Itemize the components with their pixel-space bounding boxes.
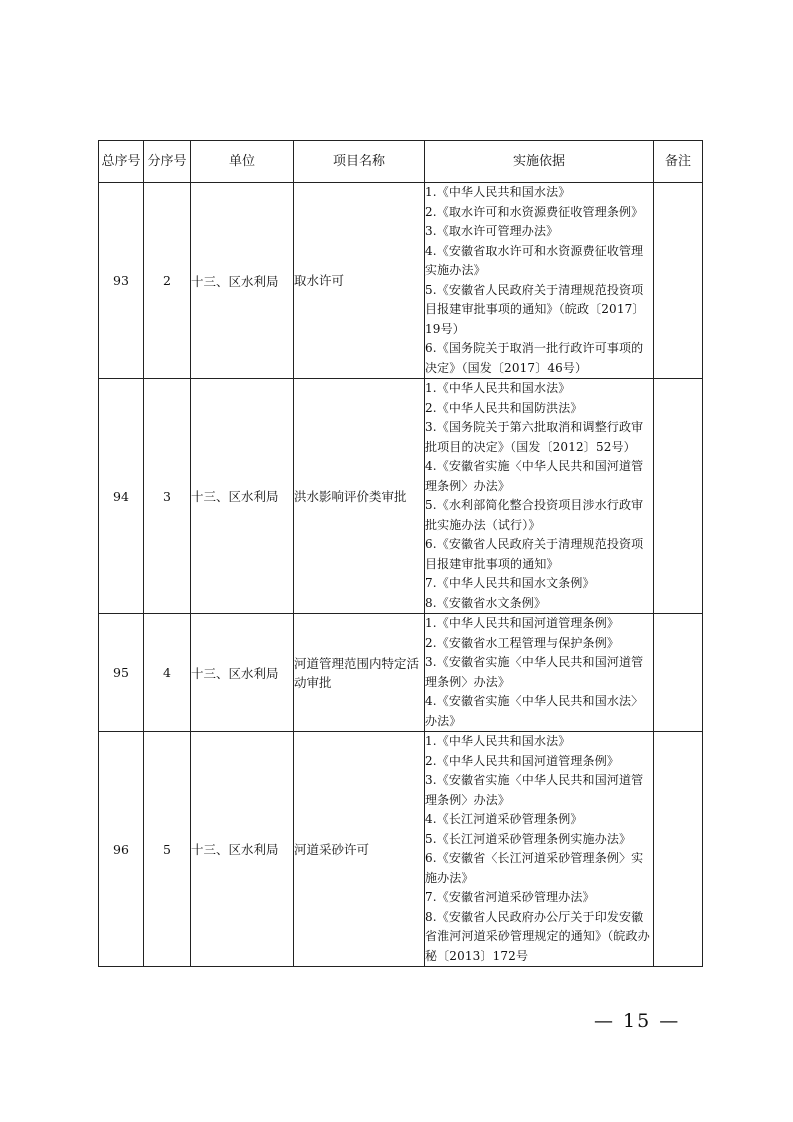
basis-item: 1.《中华人民共和国水法》	[425, 185, 571, 199]
basis-list	[425, 614, 653, 731]
basis-item: 2.《中华人民共和国河道管理条例》	[425, 753, 620, 768]
basis-item: 8.《安徽省水文条例》	[425, 595, 547, 610]
project-name-cell: 取水许可	[294, 183, 425, 379]
unit-cell: 十三、区水利局	[191, 614, 294, 732]
basis-list	[425, 379, 653, 613]
unit-cell: 十三、区水利局	[191, 732, 294, 967]
basis-item: 5.《长江河道采砂管理条例实施办法》	[425, 831, 632, 846]
table-row	[99, 732, 703, 967]
total-no-cell: 94	[99, 379, 144, 614]
unit-cell: 十三、区水利局	[191, 379, 294, 614]
project-name-cell: 洪水影响评价类审批	[294, 379, 425, 614]
basis-item: 6.《国务院关于取消一批行政许可事项的决定》（国发〔2017〕46号）	[425, 341, 644, 375]
basis-cell	[425, 732, 654, 967]
basis-item: 1.《中华人民共和国水法》	[425, 381, 571, 395]
table-row	[99, 379, 703, 614]
basis-item: 4.《长江河道采砂管理条例》	[425, 812, 583, 826]
basis-item: 2.《安徽省水工程管理与保护条例》	[425, 635, 620, 650]
sub-no-cell: 2	[144, 183, 191, 379]
basis-item: 3.《安徽省实施〈中华人民共和国河道管理条例〉办法》	[425, 773, 644, 807]
basis-item: 6.《安徽省〈长江河道采砂管理条例〉实施办法》	[425, 851, 644, 885]
approval-items-table	[98, 140, 703, 967]
project-name-cell: 河道管理范围内特定活动审批	[294, 614, 425, 732]
sub-no-cell: 4	[144, 614, 191, 732]
basis-item: 6.《安徽省人民政府关于清理规范投资项目报建审批事项的通知》	[425, 537, 644, 571]
unit-cell: 十三、区水利局	[191, 183, 294, 379]
table-row	[99, 614, 703, 732]
basis-item: 4.《安徽省取水许可和水资源费征收管理实施办法》	[425, 243, 644, 277]
header-total-no: 总序号	[99, 141, 144, 183]
remark-cell	[654, 379, 703, 614]
page-number: — 15 —	[594, 1010, 681, 1032]
table-header-row	[99, 141, 703, 183]
total-no-cell: 95	[99, 614, 144, 732]
remark-cell	[654, 614, 703, 732]
basis-item: 4.《安徽省实施〈中华人民共和国水法〉办法》	[425, 694, 644, 728]
basis-item: 2.《中华人民共和国防洪法》	[425, 400, 583, 415]
sub-no-cell: 5	[144, 732, 191, 967]
basis-item: 7.《中华人民共和国水文条例》	[425, 576, 595, 590]
basis-list	[425, 183, 653, 378]
basis-cell	[425, 614, 654, 732]
remark-cell	[654, 183, 703, 379]
basis-item: 1.《中华人民共和国河道管理条例》	[425, 616, 620, 630]
total-no-cell: 93	[99, 183, 144, 379]
basis-item: 5.《安徽省人民政府关于清理规范投资项目报建审批事项的通知》（皖政〔2017〕19号）	[425, 282, 645, 336]
header-unit: 单位	[191, 141, 294, 183]
basis-item: 4.《安徽省实施〈中华人民共和国河道管理条例〉办法》	[425, 459, 644, 493]
basis-item: 3.《安徽省实施〈中华人民共和国河道管理条例〉办法》	[425, 655, 644, 689]
basis-item: 8.《安徽省人民政府办公厅关于印发安徽省淮河河道采砂管理规定的通知》（皖政办秘〔2013〕172号	[425, 909, 650, 963]
basis-item: 1.《中华人民共和国水法》	[425, 734, 571, 748]
remark-cell	[654, 732, 703, 967]
basis-item: 7.《安徽省河道采砂管理办法》	[425, 890, 595, 904]
basis-item: 5.《水利部简化整合投资项目涉水行政审批实施办法（试行）》	[425, 498, 644, 532]
basis-item: 2.《取水许可和水资源费征收管理条例》	[425, 204, 644, 219]
basis-cell	[425, 379, 654, 614]
header-remark: 备注	[654, 141, 703, 183]
total-no-cell: 96	[99, 732, 144, 967]
header-project-name: 项目名称	[294, 141, 425, 183]
basis-list	[425, 732, 653, 966]
project-name-cell: 河道采砂许可	[294, 732, 425, 967]
basis-item: 3.《取水许可管理办法》	[425, 224, 559, 238]
basis-cell	[425, 183, 654, 379]
header-sub-no: 分序号	[144, 141, 191, 183]
table-row	[99, 183, 703, 379]
sub-no-cell: 3	[144, 379, 191, 614]
basis-item: 3.《国务院关于第六批取消和调整行政审批项目的决定》（国发〔2012〕52号）	[425, 420, 644, 454]
header-basis: 实施依据	[425, 141, 654, 183]
